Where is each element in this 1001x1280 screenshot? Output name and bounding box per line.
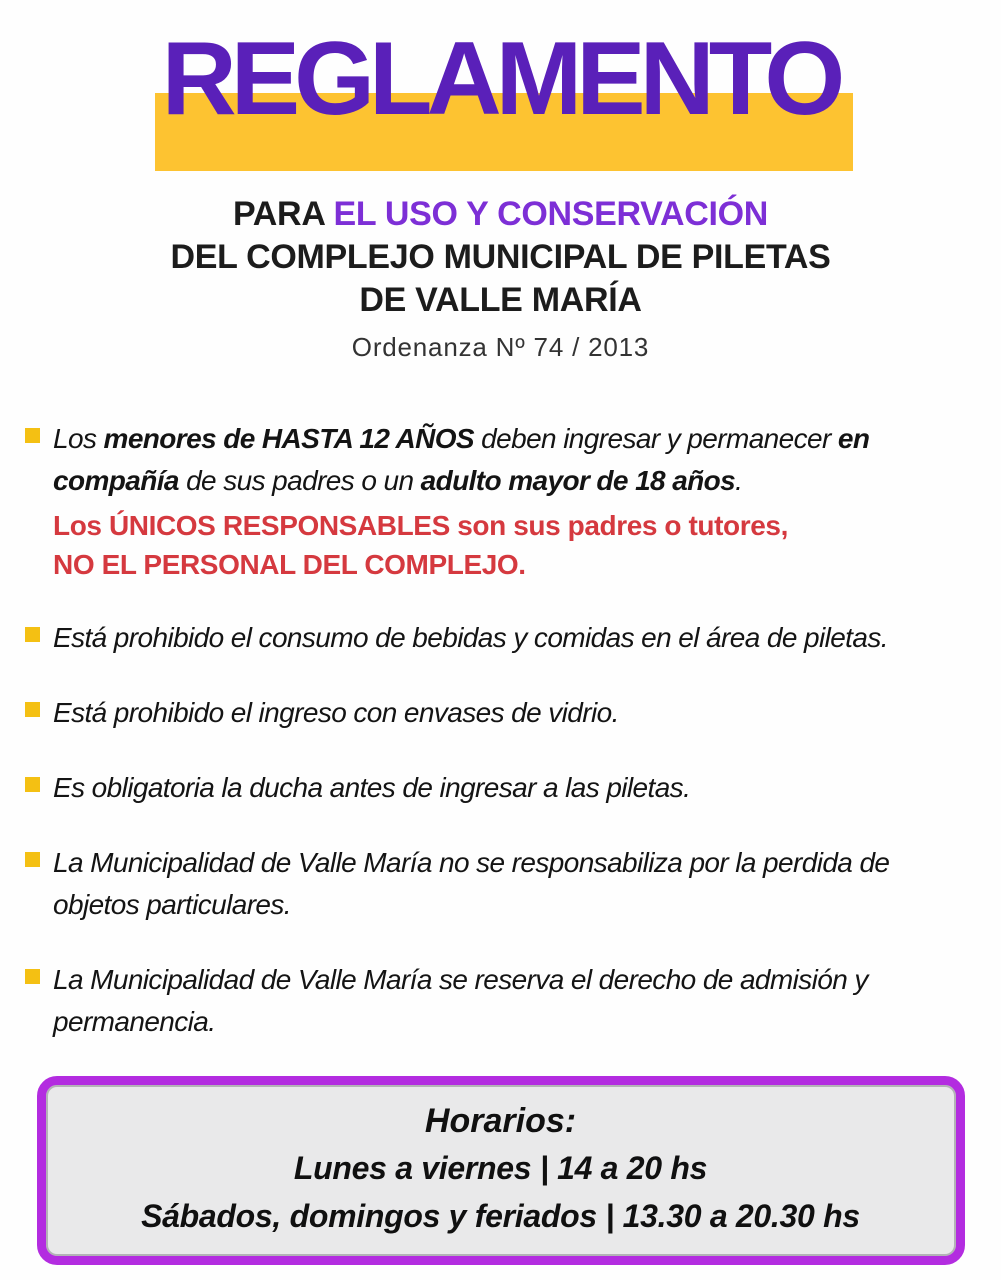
rule-segment-bold: menores de HASTA 12 AÑOS (103, 423, 474, 454)
rule-item-no-food (25, 617, 979, 659)
rule-segment: deben ingresar y permanecer (473, 423, 838, 454)
warning-line-2: NO EL PERSONAL DEL COMPLEJO. (53, 549, 526, 580)
rule-text: Es obligatoria la ducha antes de ingresar a las piletas. (53, 772, 691, 803)
bullet-square-icon (25, 627, 40, 642)
rules-list (25, 418, 979, 1043)
page-title: REGLAMENTO (161, 21, 840, 137)
rule-segment: Los (53, 423, 104, 454)
schedule-line-weekends: Sábados, domingos y feriados | 13.30 a 20.30 hs (141, 1198, 860, 1234)
rule-item-minors (25, 418, 979, 584)
rule-text: Está prohibido el consumo de bebidas y comidas en el área de piletas. (53, 622, 888, 653)
rule-item-admission-rights (25, 959, 979, 1043)
ordinance-number: Ordenanza Nº 74 / 2013 (351, 332, 650, 362)
rule-segment-bold: adulto mayor de 18 años (420, 465, 736, 496)
rule-text: La Municipalidad de Valle María no se responsabiliza por la perdida de objetos particulares. (53, 847, 890, 920)
warning-text (53, 506, 979, 584)
subtitle-line-1 (0, 193, 1001, 236)
title-banner (0, 0, 1001, 190)
subtitle-highlight: EL USO Y CONSERVACIÓN (333, 195, 769, 233)
bullet-square-icon (25, 969, 40, 984)
rule-segment: de sus padres o un (178, 465, 421, 496)
warning-line-1: Los ÚNICOS RESPONSABLES son sus padres o tutores, (53, 510, 788, 541)
rule-item-lost-objects (25, 842, 979, 926)
bullet-square-icon (25, 702, 40, 717)
rule-item-no-glass (25, 692, 979, 734)
bullet-square-icon (25, 852, 40, 867)
subtitle-prefix: PARA (232, 195, 334, 233)
rule-item-shower (25, 767, 979, 809)
schedule-box (37, 1076, 965, 1265)
schedule-title: Horarios: (424, 1102, 577, 1140)
rule-segment: . (735, 465, 743, 496)
subtitle (0, 193, 1001, 322)
subtitle-line-3: DE VALLE MARÍA (359, 281, 642, 319)
rule-sentence (53, 418, 979, 502)
subtitle-line-2: DEL COMPLEJO MUNICIPAL DE PILETAS (170, 238, 831, 276)
rule-text: Está prohibido el ingreso con envases de vidrio. (53, 697, 619, 728)
bullet-square-icon (25, 428, 40, 443)
schedule-line-weekdays: Lunes a viernes | 14 a 20 hs (293, 1150, 708, 1186)
rule-segment-bold: en compañía (53, 423, 870, 496)
rule-text (53, 418, 979, 584)
bullet-square-icon (25, 777, 40, 792)
rule-text: La Municipalidad de Valle María se reserva el derecho de admisión y permanencia. (53, 964, 868, 1037)
